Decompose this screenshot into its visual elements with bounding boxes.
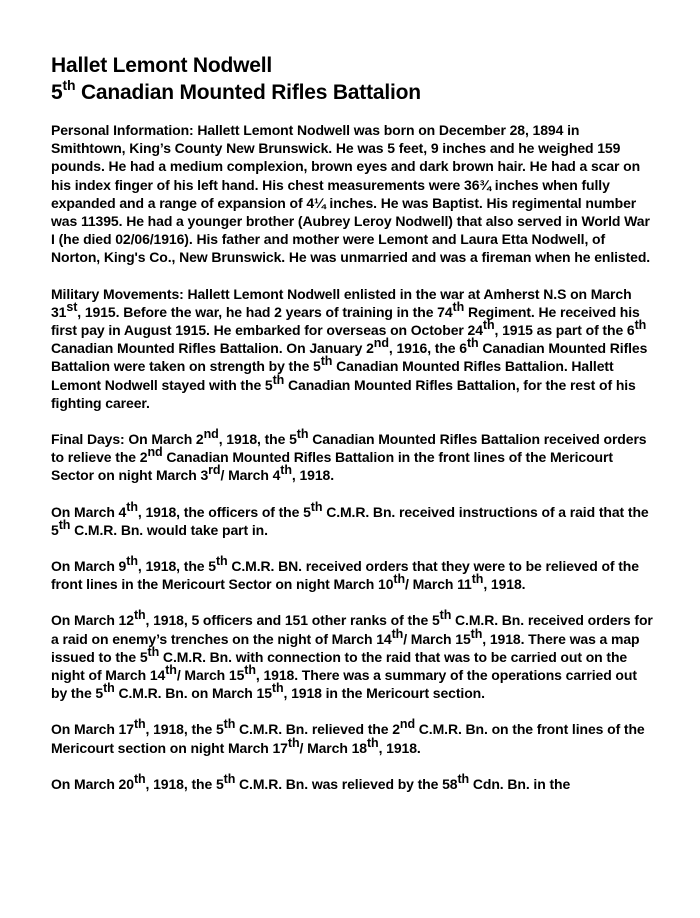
text-run: C.M.R. Bn. received instructions of a raid that the 5: [51, 503, 649, 538]
ordinal-suffix: th: [272, 372, 285, 387]
ordinal-suffix: th: [126, 499, 138, 514]
ordinal-suffix: th: [482, 318, 495, 333]
text-run: Personal Information: Hallett Lemont Nodwell was born on December 28, 1894 in Smithtown, King’s County New Brunswick. He was 5 feet, 9 inches and he weighed 159 pounds. He had a medium complexion, brown eyes and dark brown hair. He had a scar on his index finger of his left hand. His chest measurements were 36¾ inches when fully expanded and a range of expansion of 4¼ inches. He was Baptist. His regimental number was 11395. He had a younger brother (Aubrey Leroy Nodwell) that also served in World War I (he died 02/06/1916). His father and mother were Lemont and Laura Etta Nodwell, of Norton, King's Co., New Brunswick. He was unmarried and was a fireman when he enlisted.: [51, 122, 651, 266]
text-run: , 1918. There was a summary of the operations carried out by the 5: [51, 667, 637, 702]
text-run: / March 18: [299, 739, 367, 756]
text-run: , 1918, 5 officers and 151 other ranks of the 5: [145, 612, 440, 629]
ordinal-suffix: th: [223, 771, 236, 786]
ordinal-suffix: th: [280, 463, 292, 478]
text-run: Cdn. Bn. in the: [469, 775, 571, 792]
text-run: C.M.R. Bn. was relieved by the 58: [235, 775, 458, 792]
ordinal-suffix: th: [271, 681, 284, 696]
text-run: Military Movements: Hallett Lemont Nodwell enlisted in the war at Amherst N.S on March 31: [51, 285, 632, 320]
ordinal-suffix: th: [223, 717, 236, 732]
ordinal-suffix: nd: [147, 445, 163, 460]
ordinal-suffix: st: [66, 299, 78, 314]
ordinal-suffix: th: [471, 572, 484, 587]
text-run: C.M.R. Bn. on March 15: [114, 685, 272, 702]
text-run: On March 4: [51, 503, 127, 520]
text-run: Canadian Mounted Rifles Battalion. Hallett Lemont Nodwell stayed with the 5: [51, 358, 614, 393]
paragraph: [51, 499, 655, 539]
text-run: / March 15: [403, 630, 471, 647]
soldier-name: Hallet Lemont Nodwell: [51, 54, 272, 77]
text-run: Canadian Mounted Rifles Battalion. On January 2: [51, 340, 374, 357]
text-run: , 1918.: [291, 467, 335, 484]
document-body: [51, 121, 655, 811]
text-run: , 1918, the 5: [137, 558, 216, 575]
battalion-number: 5: [51, 81, 63, 104]
ordinal-suffix: th: [457, 771, 470, 786]
text-run: C.M.R. Bn. with connection to the raid that was to be carried out on the night of March 14: [51, 648, 628, 684]
battalion-label: Canadian Mounted Rifles Battalion: [75, 81, 421, 104]
ordinal-suffix: th: [393, 572, 406, 587]
text-run: , 1915. Before the war, he had 2 years of training in the 74: [77, 303, 453, 320]
ordinal-suffix: th: [58, 517, 71, 532]
paragraph: [51, 771, 655, 793]
text-run: C.M.R. Bn. received orders for a raid on enemy’s trenches on the night of March 14: [51, 612, 653, 647]
ordinal-suffix: rd: [208, 463, 221, 478]
ordinal-suffix: th: [452, 299, 465, 314]
ordinal-suffix: th: [103, 681, 115, 696]
text-run: , 1918. There was a map issued to the 5: [51, 630, 640, 665]
paragraph: [51, 608, 655, 702]
text-run: Canadian Mounted Rifles Battalion in the front lines of the Mericourt Sector on night March 3: [51, 449, 613, 484]
ordinal-suffix: nd: [373, 336, 389, 351]
ordinal-suffix: th: [296, 427, 309, 442]
paragraph: [51, 554, 655, 593]
text-run: , 1915 as part of the 6: [494, 322, 635, 339]
ordinal-suffix: th: [133, 608, 146, 623]
text-run: C.M.R. BN. received orders that they were to be relieved of the front lines in the Mericourt Sector on night March 10: [51, 558, 639, 593]
text-run: , 1918 in the Mericourt section.: [283, 685, 485, 702]
text-run: On March 20: [51, 775, 134, 792]
ordinal-suffix: th: [391, 626, 404, 641]
ordinal-suffix: th: [466, 336, 479, 351]
text-run: Canadian Mounted Rifles Battalion, for the rest of his fighting career.: [51, 376, 636, 411]
ordinal-suffix: th: [634, 318, 647, 333]
text-run: On March 9: [51, 558, 127, 575]
text-run: , 1918, the 5: [145, 721, 224, 738]
document-title: [51, 52, 671, 106]
ordinal-suffix: th: [165, 663, 177, 678]
ordinal-suffix: th: [470, 626, 483, 641]
text-run: , 1918, the 5: [145, 775, 224, 792]
text-run: / March 15: [176, 667, 245, 684]
text-run: C.M.R. Bn. would take part in.: [70, 521, 268, 538]
text-run: , 1918.: [378, 739, 421, 756]
ordinal-suffix: th: [133, 771, 146, 786]
paragraph: [51, 427, 655, 485]
text-run: Canadian Mounted Rifles Battalion received orders to relieve the 2: [51, 431, 647, 466]
ordinal-suffix: th: [310, 499, 323, 514]
ordinal-suffix: nd: [399, 717, 415, 732]
ordinal-suffix: th: [215, 554, 228, 569]
ordinal-suffix: th: [439, 608, 452, 623]
text-run: On March 17: [51, 721, 134, 738]
text-run: On March 12: [51, 612, 134, 629]
text-run: , 1918.: [483, 576, 526, 593]
text-run: Regiment. He received his first pay in August 1915. He embarked for overseas on October 24: [51, 303, 640, 339]
ordinal-suffix: th: [147, 644, 160, 659]
ordinal-suffix: th: [133, 717, 146, 732]
ordinal-suffix: nd: [203, 427, 219, 442]
ordinal-suffix: th: [287, 735, 300, 750]
ordinal-suffix: th: [244, 663, 256, 678]
text-run: , 1916, the 6: [388, 340, 467, 357]
text-run: Canadian Mounted Rifles Battalion were taken on strength by the 5: [51, 340, 648, 375]
battalion-name: [51, 79, 671, 106]
text-run: C.M.R. Bn. on the front lines of the Mericourt section on night March 17: [51, 721, 645, 756]
text-run: , 1918, the 5: [218, 431, 297, 448]
text-run: Final Days: On March 2: [51, 431, 204, 448]
text-run: / March 4: [220, 467, 281, 484]
text-run: C.M.R. Bn. relieved the 2: [235, 721, 400, 738]
text-run: , 1918, the officers of the 5: [137, 503, 311, 520]
paragraph: [51, 285, 655, 412]
ordinal-suffix: th: [126, 554, 138, 569]
paragraph: [51, 717, 655, 756]
battalion-ordinal-suffix: th: [62, 77, 76, 93]
ordinal-suffix: th: [366, 735, 379, 750]
paragraph: [51, 121, 655, 267]
text-run: / March 11: [405, 576, 472, 593]
ordinal-suffix: th: [320, 354, 333, 369]
